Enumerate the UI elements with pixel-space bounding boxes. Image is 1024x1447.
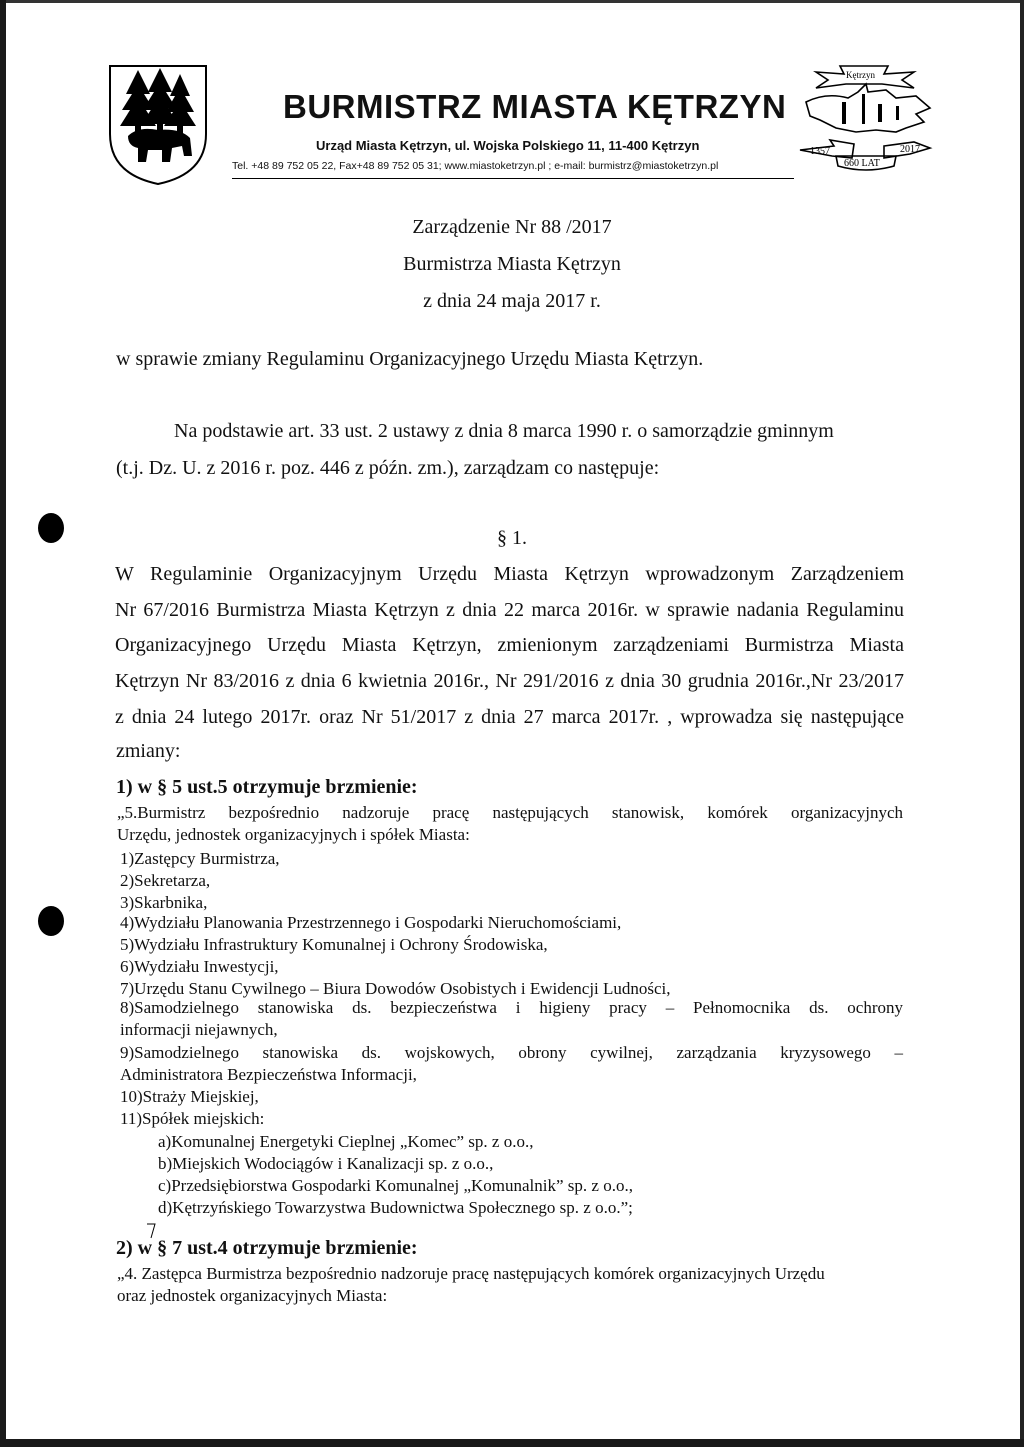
change-1-heading: 1) w § 5 ust.5 otrzymuje brzmienie: [116, 776, 418, 798]
logo-year-end: 2017 [900, 144, 920, 155]
letterhead-rule [232, 178, 794, 179]
anniversary-logo-icon [796, 62, 934, 184]
coat-of-arms-icon [108, 64, 208, 186]
section-1-line-5: z dnia 24 lutego 2017r. oraz Nr 51/2017 z dnia 27 marca 2017r. , wprowadza się następujące [115, 706, 904, 728]
letterhead-contact: Tel. +48 89 752 05 22, Fax+48 89 752 05 31; www.miastoketrzyn.pl ; e-mail: burmistrz@miastoketrzyn.pl [232, 160, 719, 172]
list-item: 9)Samodzielnego stanowiska ds. wojskowych, obrony cywilnej, zarządzania kryzysowego – [120, 1043, 903, 1062]
logo-town-text: Kętrzyn [846, 70, 875, 80]
ordinance-date: z dnia 24 maja 2017 r. [423, 290, 601, 312]
list-item: 10)Straży Miejskiej, [120, 1087, 259, 1106]
list-item: 5)Wydziału Infrastruktury Komunalnej i Ochrony Środowiska, [120, 935, 548, 954]
list-item: 11)Spółek miejskich: [120, 1109, 265, 1128]
change-2-intro-line-1: „4. Zastępca Burmistrza bezpośrednio nadzoruje pracę następujących komórek organizacyjnych Urzędu [117, 1264, 825, 1283]
section-1-line-6: zmiany: [116, 740, 181, 762]
section-1-line-2: Nr 67/2016 Burmistrza Miasta Kętrzyn z dnia 22 marca 2016r. w sprawie nadania Regulaminu [115, 599, 904, 621]
ordinance-subject: w sprawie zmiany Regulaminu Organizacyjnego Urzędu Miasta Kętrzyn. [116, 348, 704, 370]
change-1-intro-line-1: „5.Burmistrz bezpośrednio nadzoruje pracę następujących stanowisk, komórek organizacyjnych [117, 803, 903, 822]
ordinance-issuer: Burmistrza Miasta Kętrzyn [403, 253, 621, 275]
change-1-intro-line-2: Urzędu, jednostek organizacyjnych i spółek Miasta: [117, 825, 470, 844]
letterhead-address: Urząd Miasta Kętrzyn, ul. Wojska Polskiego 11, 11-400 Kętrzyn [316, 138, 700, 153]
section-1-line-4: Kętrzyn Nr 83/2016 z dnia 6 kwietnia 2016r., Nr 291/2016 z dnia 30 grudnia 2016r.,Nr 23/2017 [115, 670, 904, 692]
list-item: 8)Samodzielnego stanowiska ds. bezpieczeństwa i higieny pracy – Pełnomocnika ds. ochrony [120, 998, 903, 1017]
list-item: 6)Wydziału Inwestycji, [120, 957, 279, 976]
sub-list-item: d)Kętrzyńskiego Towarzystwa Budownictwa Społecznego sp. z o.o.”; [158, 1198, 633, 1217]
punch-hole-bottom [38, 906, 64, 936]
list-item-continuation: Administratora Bezpieczeństwa Informacji, [120, 1065, 417, 1084]
letterhead-title: BURMISTRZ MIASTA KĘTRZYN [283, 88, 787, 125]
scan-edge-top [0, 0, 1024, 3]
sub-list-item: b)Miejskich Wodociągów i Kanalizacji sp. z o.o., [158, 1154, 494, 1173]
legal-basis-line-1: Na podstawie art. 33 ust. 2 ustawy z dnia 8 marca 1990 r. o samorządzie gminnym [174, 420, 834, 442]
logo-year-start: 1357 [810, 146, 830, 157]
ordinance-number: Zarządzenie Nr 88 /2017 [412, 216, 612, 238]
list-item: 2)Sekretarza, [120, 871, 211, 890]
sub-list-item: c)Przedsiębiorstwa Gospodarki Komunalnej „Komunalnik” sp. z o.o., [158, 1176, 633, 1195]
list-item: 1)Zastępcy Burmistrza, [120, 849, 280, 868]
list-item: 7)Urzędu Stanu Cywilnego – Biura Dowodów Osobistych i Ewidencji Ludności, [120, 979, 671, 998]
list-item: 3)Skarbnika, [120, 893, 208, 912]
scan-edge-bottom [0, 1439, 1024, 1447]
section-1-line-3: Organizacyjnego Urzędu Miasta Kętrzyn, zmienionym zarządzeniami Burmistrza Miasta [115, 634, 904, 656]
change-2-intro-line-2: oraz jednostek organizacyjnych Miasta: [117, 1286, 388, 1305]
change-2-heading: 2) w § 7 ust.4 otrzymuje brzmienie: [116, 1237, 418, 1259]
section-1-line-1: W Regulaminie Organizacyjnym Urzędu Miasta Kętrzyn wprowadzonym Zarządzeniem [115, 563, 904, 585]
list-item: 4)Wydziału Planowania Przestrzennego i Gospodarki Nieruchomościami, [120, 913, 622, 932]
list-item-continuation: informacji niejawnych, [120, 1020, 278, 1039]
sub-list-item: a)Komunalnej Energetyki Cieplnej „Komec” sp. z o.o., [158, 1132, 534, 1151]
section-1-mark: § 1. [497, 527, 527, 549]
logo-anniversary-text: 660 LAT [844, 158, 880, 169]
legal-basis-line-2: (t.j. Dz. U. z 2016 r. poz. 446 z późn. zm.), zarządzam co następuje: [116, 457, 660, 479]
